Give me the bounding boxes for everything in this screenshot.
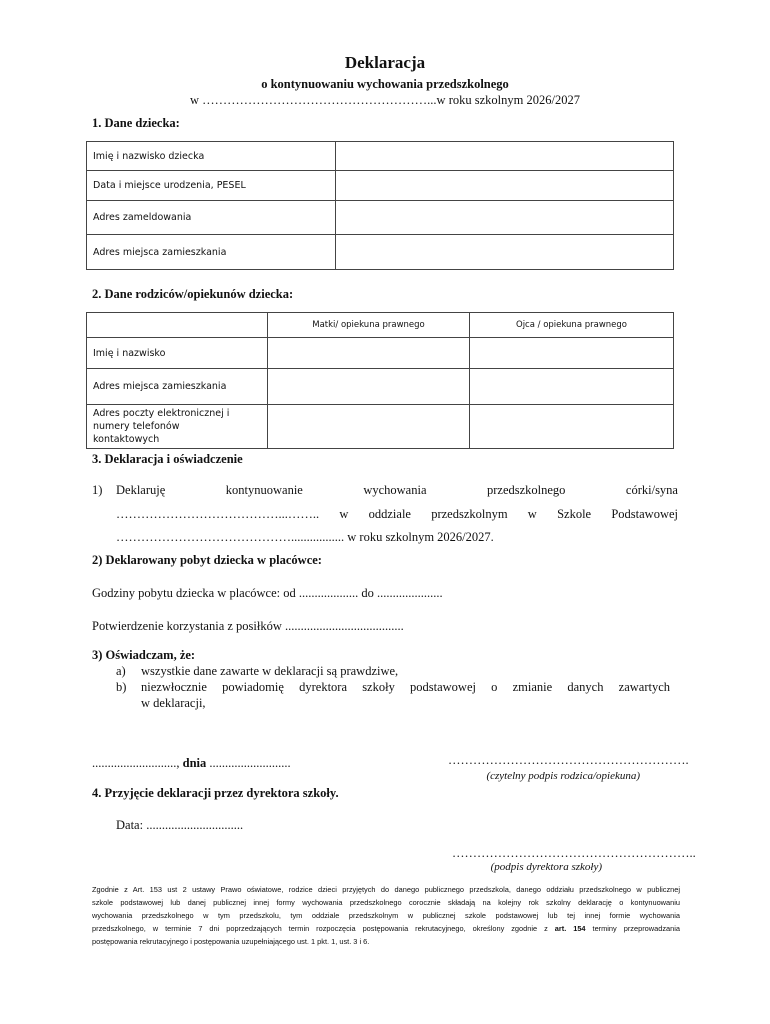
table-row [87, 369, 674, 405]
item3-heading: 3) Oświadczam, że: [92, 648, 196, 662]
school-year-line: w ………………………………………………...w roku szkolnym 2026/2027 [190, 93, 580, 107]
input-cell[interactable] [336, 235, 674, 270]
input-cell[interactable] [268, 369, 470, 405]
input-cell[interactable] [470, 338, 674, 369]
item1-line3: ……………………………………................. w roku szkolnym 2026/2027. [116, 530, 494, 544]
footnote-line: postępowania rekrutacyjnego i postępowania uzupełniającego ust. 1 pkt. 1, ust. 3 i 6. [92, 937, 370, 946]
item1-line1: Deklaruję kontynuowanie wychowania przedszkolnego córki/syna [116, 483, 678, 497]
hours-field[interactable]: Godziny pobytu dziecka w placówce: od ................... do ..................... [92, 586, 443, 600]
footnote-line: szkole podstawowej lub danej publicznej innej formy wychowania przedszkolnego corocznie składają na kolejny rok szkolny deklarację o kontynuowaniu [92, 898, 680, 907]
row-label: Data i miejsce urodzenia, PESEL [87, 171, 336, 201]
item3a-label: a) [116, 664, 126, 678]
table-row [87, 405, 674, 449]
item3a-text: wszystkie dane zawarte w deklaracji są prawdziwe, [141, 664, 399, 678]
col-header-mother: Matki/ opiekuna prawnego [268, 313, 470, 338]
footnote-line: wychowania przedszkolnego w tym przedszkolu, tym oddziale przedszkolnym w publicznej szkole podstawowej lub tej innej formie wychowania [92, 911, 680, 920]
table-row [87, 338, 674, 369]
director-date-field[interactable]: Data: ............................... [116, 818, 244, 832]
dnia-label: dnia [182, 756, 207, 770]
date-dots: .......................... [206, 756, 291, 770]
row-label: Adres poczty elektronicznej i numery telefonów kontaktowych [87, 405, 268, 449]
item1-number: 1) [92, 483, 103, 497]
meals-field[interactable]: Potwierdzenie korzystania z posiłków ...................................... [92, 619, 404, 633]
footnote-text: terminy przeprowadzania [585, 924, 680, 933]
table-row [87, 142, 674, 171]
footnote-article-ref: art. 154 [554, 924, 586, 933]
input-cell[interactable] [470, 369, 674, 405]
input-cell[interactable] [470, 405, 674, 449]
place-date-line[interactable] [92, 756, 291, 771]
director-signature-caption: (podpis dyrektora szkoły) [490, 861, 602, 873]
document-title: Deklaracja [344, 53, 426, 72]
child-data-table [86, 141, 674, 270]
table-row [87, 171, 674, 201]
section2-heading: 2. Dane rodziców/opiekunów dziecka: [92, 287, 294, 301]
item3b-line1: niezwłocznie powiadomię dyrektora szkoły podstawowej o zmianie danych zawartych [141, 680, 670, 694]
place-dots: ..........................., [92, 756, 183, 770]
header-empty-cell [87, 313, 268, 338]
row-label: Imię i nazwisko dziecka [87, 142, 336, 171]
table-row [87, 235, 674, 270]
legal-footnote [92, 883, 680, 948]
row-label: Imię i nazwisko [87, 338, 268, 369]
item3b-label: b) [116, 680, 127, 694]
parents-data-table [86, 312, 674, 449]
footnote-line [92, 922, 680, 935]
section1-heading: 1. Dane dziecka: [92, 116, 180, 130]
footnote-line: Zgodnie z Art. 153 ust 2 ustawy Prawo oświatowe, rodzice dzieci przyjętych do danego publicznego przedszkola, danego oddziału przedszkolnego w publicznej [92, 885, 680, 894]
director-signature-line[interactable]: ………………………………………………….. [452, 846, 696, 860]
item3b-line2: w deklaracji, [141, 696, 206, 710]
footnote-text: przedszkolnego, w terminie 7 dni poprzedzających termin rozpoczęcia postępowania rekrutacyjnego, określony zgodnie z [92, 924, 555, 933]
row-label: Adres miejsca zamieszkania [87, 369, 268, 405]
table-row [87, 313, 674, 338]
item2-heading: 2) Deklarowany pobyt dziecka w placówce: [92, 553, 322, 567]
document-subtitle: o kontynuowaniu wychowania przedszkolnego [261, 77, 509, 91]
col-header-father: Ojca / opiekuna prawnego [470, 313, 674, 338]
item1-line2: …………………………………...…….. w oddziale przedszkolnym w Szkole Podstawowej [116, 507, 678, 521]
section3-heading: 3. Deklaracja i oświadczenie [92, 452, 243, 466]
parent-signature-caption: (czytelny podpis rodzica/opiekuna) [486, 770, 640, 782]
input-cell[interactable] [268, 405, 470, 449]
row-label: Adres zameldowania [87, 201, 336, 235]
input-cell[interactable] [268, 338, 470, 369]
parent-signature-line[interactable]: …………………………………………………. [448, 753, 689, 767]
section4-heading: 4. Przyjęcie deklaracji przez dyrektora szkoły. [92, 786, 339, 800]
input-cell[interactable] [336, 171, 674, 201]
table-row [87, 201, 674, 235]
input-cell[interactable] [336, 142, 674, 171]
input-cell[interactable] [336, 201, 674, 235]
row-label: Adres miejsca zamieszkania [87, 235, 336, 270]
